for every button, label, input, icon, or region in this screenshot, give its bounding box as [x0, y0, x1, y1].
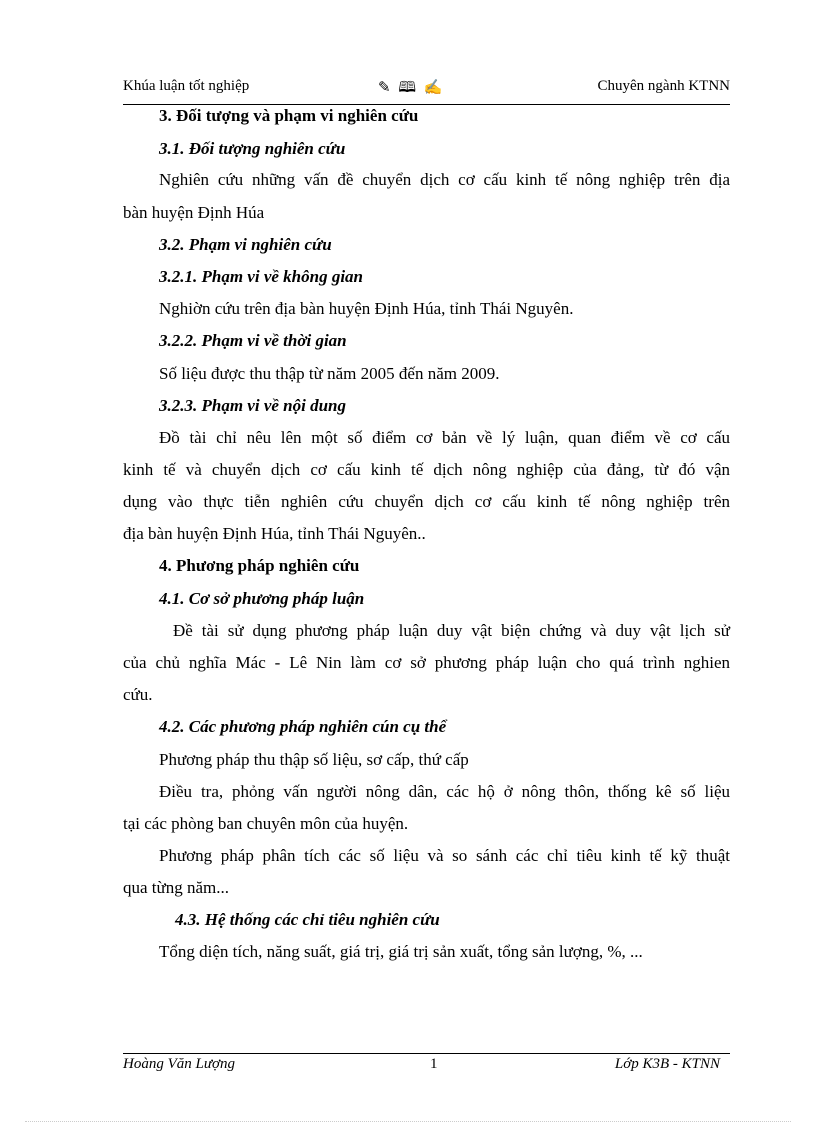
paragraph-4-2-3-line-1: Phương pháp phân tích các số liệu và so sánh các chỉ tiêu kinh tế kỹ thuật — [159, 846, 730, 865]
heading-4-1: 4.1. Cơ sở phương pháp luận — [159, 589, 365, 608]
paragraph-4-1-line-1: Đề tài sử dụng phương pháp luận duy vật biện chứng và duy vật lịch sử — [173, 621, 730, 640]
paragraph-4-2-1: Phương pháp thu thập số liệu, sơ cấp, thứ cấp — [159, 750, 469, 769]
paragraph-3-2-3-line-1: Đồ tài chỉ nêu lên một số điểm cơ bản về lý luận, quan điểm về cơ cấu — [159, 428, 730, 447]
paragraph-4-1-line-3: cứu. — [123, 685, 153, 704]
heading-3-2-1: 3.2.1. Phạm vi về không gian — [159, 267, 364, 286]
heading-3-2-3: 3.2.3. Phạm vi về nội dung — [159, 396, 347, 415]
paragraph-3-2-3-line-4: địa bàn huyện Định Húa, tỉnh Thái Nguyên.. — [123, 524, 426, 543]
paragraph-4-2-2-line-1: Điều tra, phỏng vấn người nông dân, các hộ ở nông thôn, thống kê số liệu — [159, 782, 730, 801]
footer-rule — [123, 1053, 730, 1054]
heading-3-2-2: 3.2.2. Phạm vi về thời gian — [159, 331, 347, 350]
paragraph-3-1-line-1: Nghiên cứu những vấn đề chuyển dịch cơ cấu kinh tế nông nghiệp trên địa — [159, 170, 730, 189]
paragraph-4-2-2-line-2: tại các phòng ban chuyên môn của huyện. — [123, 814, 409, 833]
header-thesis-title: Khúa luận tốt nghiệp — [123, 78, 250, 94]
heading-4-3: 4.3. Hệ thống các chỉ tiêu nghiên cứu — [175, 910, 440, 929]
footer-author: Hoàng Văn Lượng — [123, 1056, 236, 1072]
header-major: Chuyên ngành KTNN — [597, 78, 730, 94]
footer-class: Lớp K3B - KTNN — [614, 1056, 720, 1072]
paragraph-4-2-3-line-2: qua từng năm... — [123, 878, 230, 897]
heading-3: 3. Đối tượng và phạm vi nghiên cứu — [159, 106, 419, 125]
header-ornament: ✎ 🕮 ✍ — [378, 80, 445, 96]
page-body — [123, 0, 730, 1000]
paragraph-4-3: Tổng diện tích, năng suất, giá trị, giá trị sản xuất, tổng sản lượng, %, ... — [159, 942, 643, 961]
heading-4-2: 4.2. Các phương pháp nghiên cún cụ thể — [159, 717, 447, 736]
heading-4: 4. Phương pháp nghiên cứu — [159, 556, 360, 575]
paragraph-3-2-2: Số liệu được thu thập từ năm 2005 đến năm 2009. — [159, 364, 500, 383]
paragraph-4-1-line-2: của chủ nghĩa Mác - Lê Nin làm cơ sở phương pháp luận cho quá trình nghien — [123, 653, 730, 672]
heading-3-2: 3.2. Phạm vi nghiên cứu — [159, 235, 332, 254]
page-bottom-dotted-line — [25, 1121, 791, 1122]
heading-3-1: 3.1. Đối tượng nghiên cứu — [159, 139, 346, 158]
paragraph-3-1-line-2: bàn huyện Định Húa — [123, 203, 265, 222]
paragraph-3-2-3-line-2: kinh tế và chuyển dịch cơ cấu kinh tế dịch nông nghiệp của đảng, từ đó vận — [123, 460, 730, 479]
paragraph-3-2-3-line-3: dụng vào thực tiễn nghiên cứu chuyển dịch cơ cấu kinh tế nông nghiệp trên — [123, 492, 730, 511]
footer-page-number: 1 — [430, 1056, 438, 1072]
paragraph-3-2-1: Nghiờn cứu trên địa bàn huyện Định Húa, tỉnh Thái Nguyên. — [159, 299, 574, 318]
